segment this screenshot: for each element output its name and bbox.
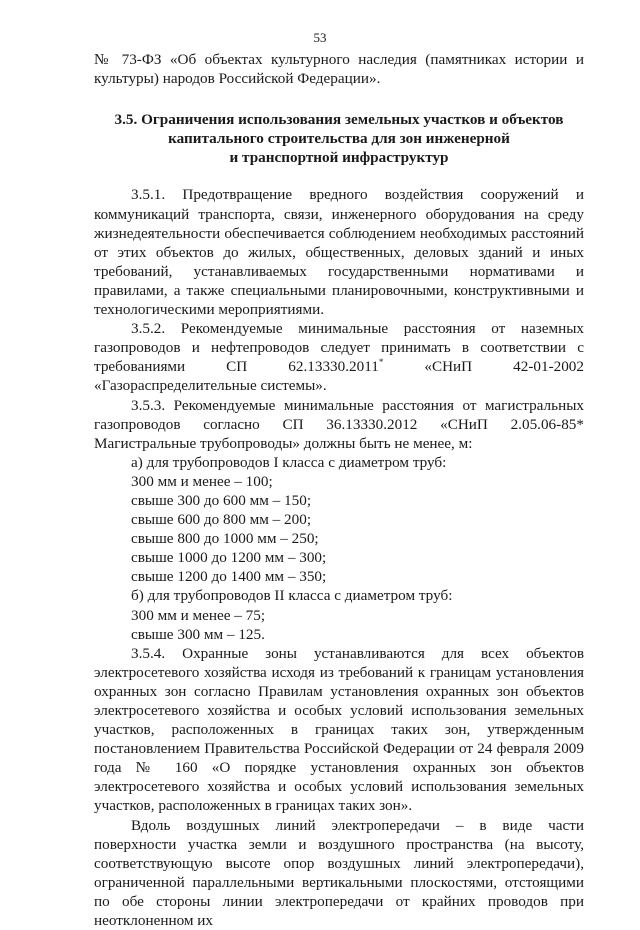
paragraph-3-5-2 xyxy=(94,319,584,395)
list-item: б) для трубопроводов II класса с диаметром труб: xyxy=(131,587,453,605)
paragraph-3-5-3: 3.5.3. Рекомендуемые минимальные расстояния от магистральных газопроводов согласно СП 36.13330.2012 «СНиП 2.05.06-85* Магистральные трубопроводы» должны быть не менее, м: xyxy=(94,396,584,452)
paragraph-3-5-1: 3.5.1. Предотвращение вредного воздействия сооружений и коммуникаций транспорта, связи, инженерного оборудования на среду жизнедеятельности обеспечивается соблюдением необходимых расстояний от этих объектов до жилых, общественных, деловых зданий и иных требований, устанавливаемых государственными нормативами и правилами, а также специальными планировочными, конструктивными и технологическими мероприятиями. xyxy=(94,186,584,319)
paragraph-3-5-2-text-end: «СНиП 42-01-2002 «Газораспределительные системы». xyxy=(94,358,584,395)
paragraph-3-5-2-text: 3.5.2. Рекомендуемые минимальные расстояния от наземных газопроводов и нефтепроводов следует принимать в соответствии с требованиями СП 62.13330.2011 xyxy=(94,320,584,376)
list-item: свыше 300 мм – 125. xyxy=(131,625,265,643)
list-item: 300 мм и менее – 100; xyxy=(131,472,273,490)
list-item: свыше 600 до 800 мм – 200; xyxy=(131,511,312,529)
paragraph-power-lines: Вдоль воздушных линий электропередачи – в виде части поверхности участка земли и воздушного пространства (на высоту, соответствующую высоте опор воздушных линий электропередачи), ограниченной параллельными вертикальными плоскостями, отстоящими по обе стороны линии электропередачи от крайних проводов при неотклоненном их xyxy=(94,816,584,930)
footnote-mark: * xyxy=(378,357,384,368)
page-content xyxy=(94,50,584,930)
page-number: 53 xyxy=(313,30,327,45)
paragraph-3-5-4: 3.5.4. Охранные зоны устанавливаются для всех объектов электросетевого хозяйства исходя из требований к границам установления охранных зон согласно Правилам установления охранных зон объектов электросетевого хозяйства и особых условий использования земельных участков, расположенных в границах таких зон, утвержденным постановлением Правительства Российской Федерации от 24 февраля 2009 года № 160 «О порядке установления охранных зон объектов электросетевого хозяйства и особых условий использования земельных участков, расположенных в границах таких зон». xyxy=(94,644,584,815)
section-title-line: капитального строительства для зон инженерной xyxy=(168,130,510,148)
section-title-line: 3.5. Ограничения использования земельных участков и объектов xyxy=(114,111,564,129)
list-item: свыше 1000 до 1200 мм – 300; xyxy=(131,549,327,567)
list-item: свыше 300 до 600 мм – 150; xyxy=(131,491,312,509)
list-item: свыше 1200 до 1400 мм – 350; xyxy=(131,568,327,586)
section-title-line: и транспортной инфраструктур xyxy=(229,149,449,167)
intro-paragraph: № 73-ФЗ «Об объектах культурного наследия (памятниках истории и культуры) народов Российской Федерации». xyxy=(94,51,584,88)
list-item: 300 мм и менее – 75; xyxy=(131,606,266,624)
list-item: а) для трубопроводов I класса с диаметром труб: xyxy=(131,453,447,471)
section-title xyxy=(94,110,584,167)
list-item: свыше 800 до 1000 мм – 250; xyxy=(131,530,319,548)
